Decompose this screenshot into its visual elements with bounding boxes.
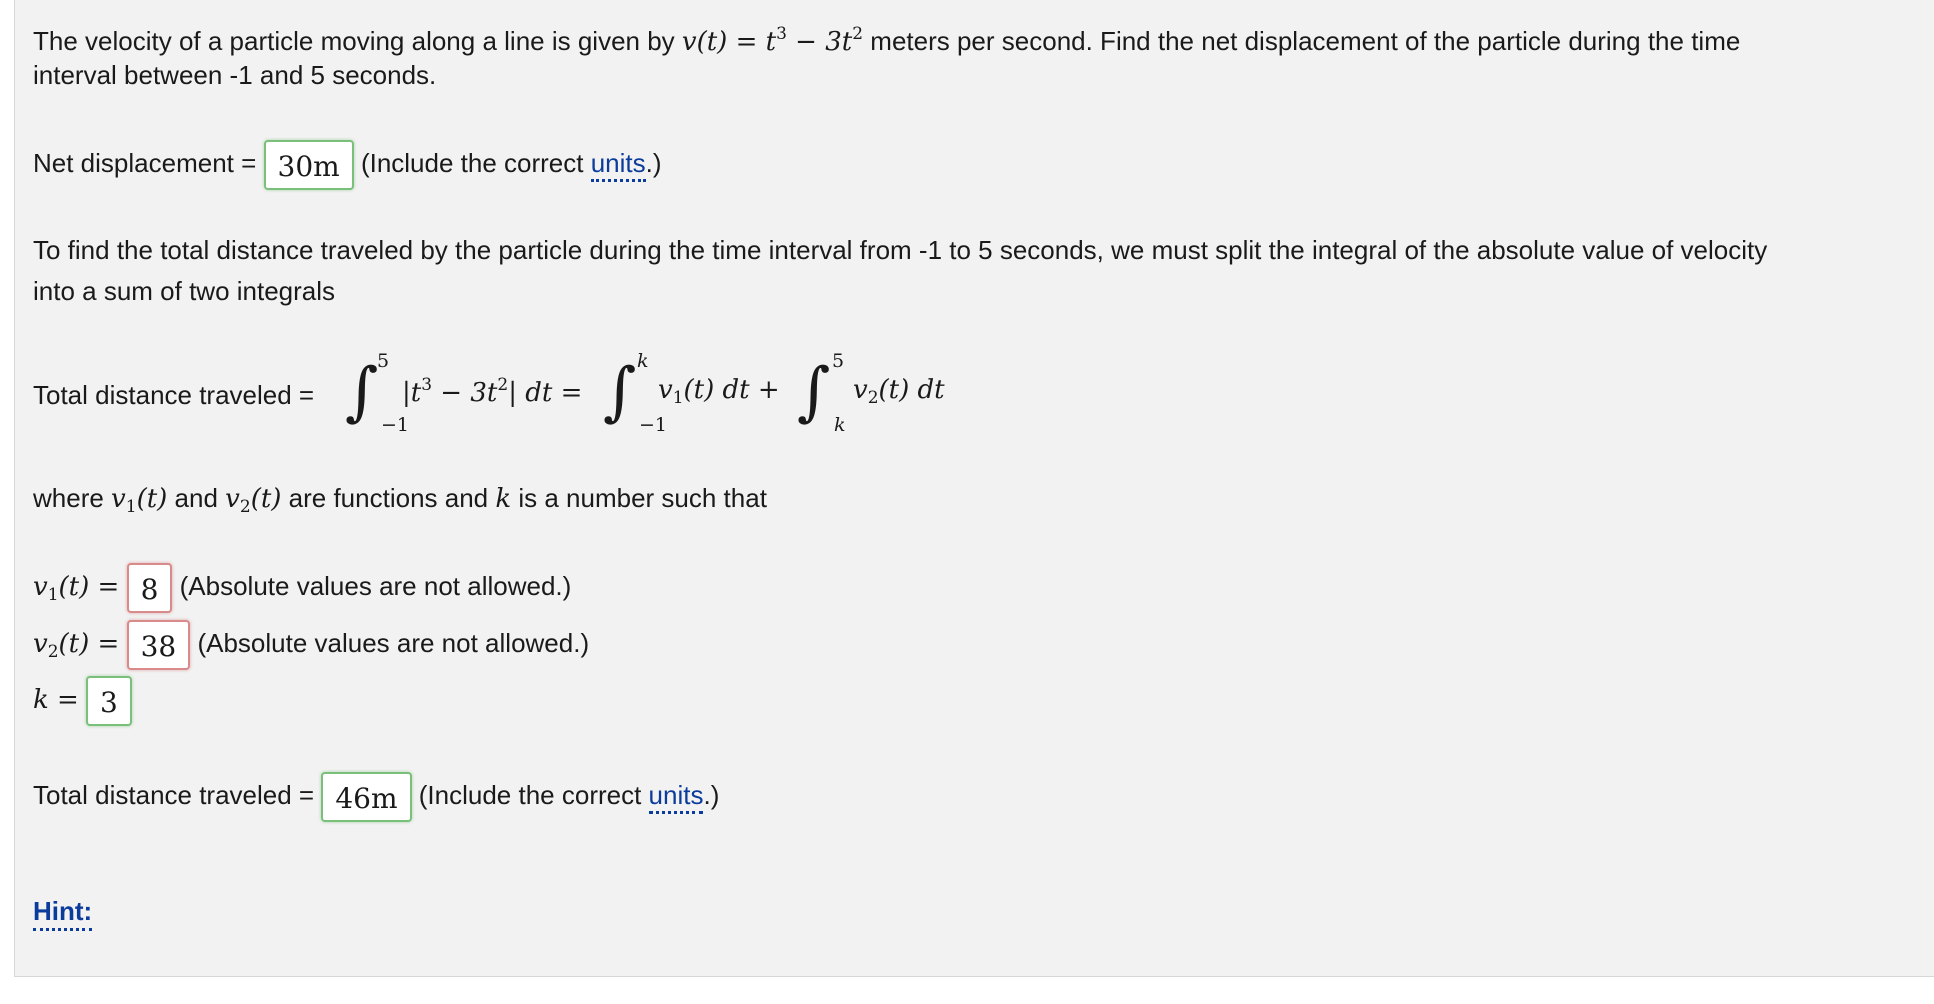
integral-sign-3: ∫ <box>797 355 831 429</box>
integral-label: Total distance traveled = <box>33 380 315 410</box>
statement-text: The velocity of a particle moving along a line is given by <box>33 26 682 56</box>
hint-link[interactable]: Hint: <box>33 894 92 931</box>
lower-limit-1: −1 <box>381 414 410 436</box>
lower-limit-3: k <box>834 414 846 436</box>
v1-lhs: $v_1(t)$ = <box>33 572 120 605</box>
total-distance-intro-line-1: To find the total distance traveled by the particle during the time interval from -1 to 5 seconds, we must split the integral of the absolute value of velocity <box>33 235 1768 265</box>
k-lhs: k = <box>33 685 79 715</box>
v2-answer-row <box>33 617 589 678</box>
where-statement: where $v_1(t)$ and $v_2(t)$ are functions and k is a number such that <box>33 483 767 517</box>
k-answer-row <box>33 673 132 726</box>
integrand-v2: $v_2(t)$ dt <box>853 375 945 408</box>
integral-sign-2: ∫ <box>603 355 637 429</box>
units-link[interactable]: units <box>591 148 646 182</box>
total-distance-row <box>33 769 719 822</box>
statement-text-end: meters per second. Find the net displacement of the particle during the time <box>863 26 1741 56</box>
v2-lhs: $v_2(t)$ = <box>33 629 120 662</box>
integral-sign-1: ∫ <box>345 355 379 429</box>
total-distance-input[interactable]: 46m <box>321 772 411 822</box>
lower-limit-2: −1 <box>639 414 668 436</box>
v1-answer-row <box>33 560 571 621</box>
velocity-formula: $v(t) = t^3 - 3t^2$ <box>681 24 864 57</box>
net-displacement-row <box>33 137 662 190</box>
net-displacement-label: Net displacement = <box>33 148 264 178</box>
net-displacement-input[interactable]: 30m <box>264 140 354 190</box>
integrand-v1: $v_1(t)$ dt + <box>658 375 780 408</box>
integrand-abs-velocity: $|t^3 - 3t^2|$ dt = <box>402 375 583 408</box>
v2-input[interactable]: 38 <box>127 620 191 670</box>
upper-limit-1: 5 <box>377 350 390 372</box>
k-input[interactable]: 3 <box>86 676 132 726</box>
v1-note: (Absolute values are not allowed.) <box>179 571 572 601</box>
total-distance-intro-line-2: into a sum of two integrals <box>33 276 336 306</box>
units-link-2[interactable]: units <box>649 780 704 814</box>
units-note: (Include the correct units.) <box>361 148 662 182</box>
v2-note: (Absolute values are not allowed.) <box>197 628 590 658</box>
v1-input[interactable]: 8 <box>127 563 173 613</box>
total-distance-label: Total distance traveled = <box>33 780 322 810</box>
upper-limit-2: k <box>637 350 649 372</box>
upper-limit-3: 5 <box>832 350 845 372</box>
units-note-2: (Include the correct units.) <box>419 780 720 814</box>
problem-statement-line-2: interval between -1 and 5 seconds. <box>33 60 437 90</box>
